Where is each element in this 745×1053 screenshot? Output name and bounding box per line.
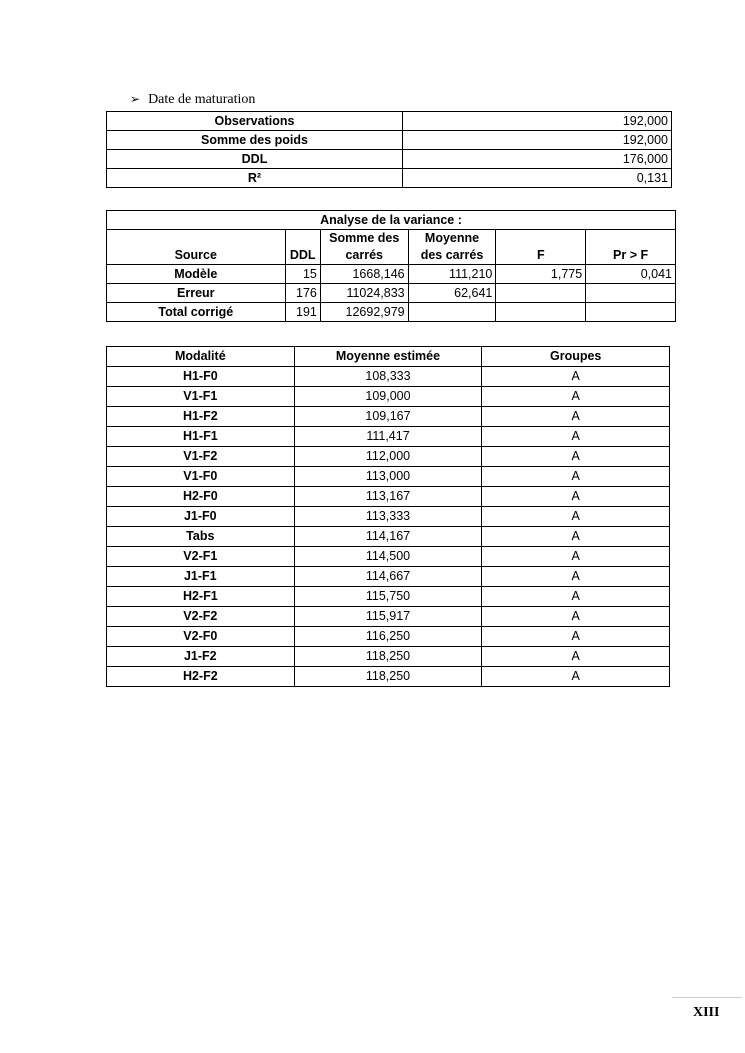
means-row: [107, 567, 670, 587]
anova-row: [107, 265, 676, 284]
means-groupe: A: [482, 627, 670, 647]
means-groupe: A: [482, 527, 670, 547]
anova-header-ms: [408, 230, 496, 265]
anova-header-ms-top: Moyenne: [424, 231, 480, 245]
anova-ddl: 15: [285, 265, 320, 284]
means-groupe: A: [482, 467, 670, 487]
means-modalite: V1-F0: [107, 467, 295, 487]
means-row: [107, 587, 670, 607]
means-row: [107, 527, 670, 547]
means-groupe: A: [482, 567, 670, 587]
means-moyenne: 114,667: [294, 567, 482, 587]
anova-ms: 62,641: [408, 284, 496, 303]
means-modalite: H2-F2: [107, 667, 295, 687]
anova-title: Analyse de la variance :: [107, 211, 676, 230]
means-groupe: A: [482, 587, 670, 607]
summary-value: 192,000: [403, 131, 672, 150]
means-row: [107, 407, 670, 427]
means-groupe: A: [482, 667, 670, 687]
means-row: [107, 487, 670, 507]
summary-row: [107, 169, 672, 188]
means-modalite: Tabs: [107, 527, 295, 547]
anova-pr: [586, 303, 676, 322]
anova-f: [496, 303, 586, 322]
means-moyenne: 108,333: [294, 367, 482, 387]
means-modalite: H1-F2: [107, 407, 295, 427]
anova-header-f: F: [496, 230, 586, 265]
means-groupe: A: [482, 647, 670, 667]
means-moyenne: 118,250: [294, 667, 482, 687]
means-moyenne: 113,167: [294, 487, 482, 507]
means-groupe: A: [482, 427, 670, 447]
anova-header-ss-bottom: carrés: [345, 248, 384, 262]
means-moyenne: 111,417: [294, 427, 482, 447]
anova-f: [496, 284, 586, 303]
anova-ms: [408, 303, 496, 322]
means-moyenne: 115,917: [294, 607, 482, 627]
means-moyenne: 114,167: [294, 527, 482, 547]
means-table: [106, 346, 670, 687]
section-heading: [130, 92, 255, 108]
anova-ss: 12692,979: [320, 303, 408, 322]
means-row: [107, 667, 670, 687]
means-row: [107, 387, 670, 407]
summary-label: Somme des poids: [107, 131, 403, 150]
means-row: [107, 627, 670, 647]
anova-ddl: 191: [285, 303, 320, 322]
means-row: [107, 607, 670, 627]
means-moyenne: 118,250: [294, 647, 482, 667]
means-header-modalite: Modalité: [107, 347, 295, 367]
section-heading-text: Date de maturation: [148, 92, 256, 107]
means-row: [107, 427, 670, 447]
means-header-moyenne: Moyenne estimée: [294, 347, 482, 367]
means-groupe: A: [482, 447, 670, 467]
anova-header-ddl: DDL: [285, 230, 320, 265]
means-moyenne: 113,333: [294, 507, 482, 527]
means-moyenne: 109,000: [294, 387, 482, 407]
means-row: [107, 547, 670, 567]
arrow-bullet-icon: ➢: [130, 92, 141, 106]
anova-ss: 11024,833: [320, 284, 408, 303]
anova-header-ms-bottom: des carrés: [420, 248, 484, 262]
means-header-groupes: Groupes: [482, 347, 670, 367]
means-modalite: V2-F2: [107, 607, 295, 627]
summary-value: 0,131: [403, 169, 672, 188]
anova-ddl: 176: [285, 284, 320, 303]
means-moyenne: 112,000: [294, 447, 482, 467]
means-modalite: V2-F1: [107, 547, 295, 567]
anova-source: Total corrigé: [107, 303, 286, 322]
anova-row: [107, 303, 676, 322]
anova-source: Modèle: [107, 265, 286, 284]
means-modalite: V2-F0: [107, 627, 295, 647]
means-row: [107, 647, 670, 667]
means-row: [107, 467, 670, 487]
footer-rule: [672, 997, 742, 998]
anova-pr: 0,041: [586, 265, 676, 284]
means-modalite: J1-F0: [107, 507, 295, 527]
anova-header-source: Source: [107, 230, 286, 265]
means-modalite: H2-F1: [107, 587, 295, 607]
summary-value: 176,000: [403, 150, 672, 169]
summary-table: [106, 111, 672, 188]
means-modalite: H1-F0: [107, 367, 295, 387]
means-row: [107, 367, 670, 387]
means-moyenne: 114,500: [294, 547, 482, 567]
means-groupe: A: [482, 387, 670, 407]
anova-row: [107, 284, 676, 303]
anova-f: 1,775: [496, 265, 586, 284]
anova-header-ss-top: Somme des: [329, 231, 400, 245]
anova-source: Erreur: [107, 284, 286, 303]
summary-row: [107, 112, 672, 131]
page-number: XIII: [693, 1005, 720, 1020]
summary-label: DDL: [107, 150, 403, 169]
means-groupe: A: [482, 547, 670, 567]
means-modalite: J1-F1: [107, 567, 295, 587]
means-groupe: A: [482, 607, 670, 627]
summary-label: Observations: [107, 112, 403, 131]
summary-value: 192,000: [403, 112, 672, 131]
means-row: [107, 507, 670, 527]
means-groupe: A: [482, 507, 670, 527]
means-groupe: A: [482, 407, 670, 427]
anova-ms: 111,210: [408, 265, 496, 284]
means-moyenne: 113,000: [294, 467, 482, 487]
anova-header-ss: [320, 230, 408, 265]
anova-table: [106, 210, 676, 322]
means-modalite: H1-F1: [107, 427, 295, 447]
means-moyenne: 115,750: [294, 587, 482, 607]
anova-header-pr: Pr > F: [586, 230, 676, 265]
means-modalite: J1-F2: [107, 647, 295, 667]
summary-row: [107, 131, 672, 150]
anova-pr: [586, 284, 676, 303]
means-groupe: A: [482, 487, 670, 507]
means-groupe: A: [482, 367, 670, 387]
means-moyenne: 109,167: [294, 407, 482, 427]
means-moyenne: 116,250: [294, 627, 482, 647]
means-modalite: H2-F0: [107, 487, 295, 507]
means-row: [107, 447, 670, 467]
means-modalite: V1-F1: [107, 387, 295, 407]
summary-label: R²: [107, 169, 403, 188]
anova-ss: 1668,146: [320, 265, 408, 284]
summary-row: [107, 150, 672, 169]
means-modalite: V1-F2: [107, 447, 295, 467]
